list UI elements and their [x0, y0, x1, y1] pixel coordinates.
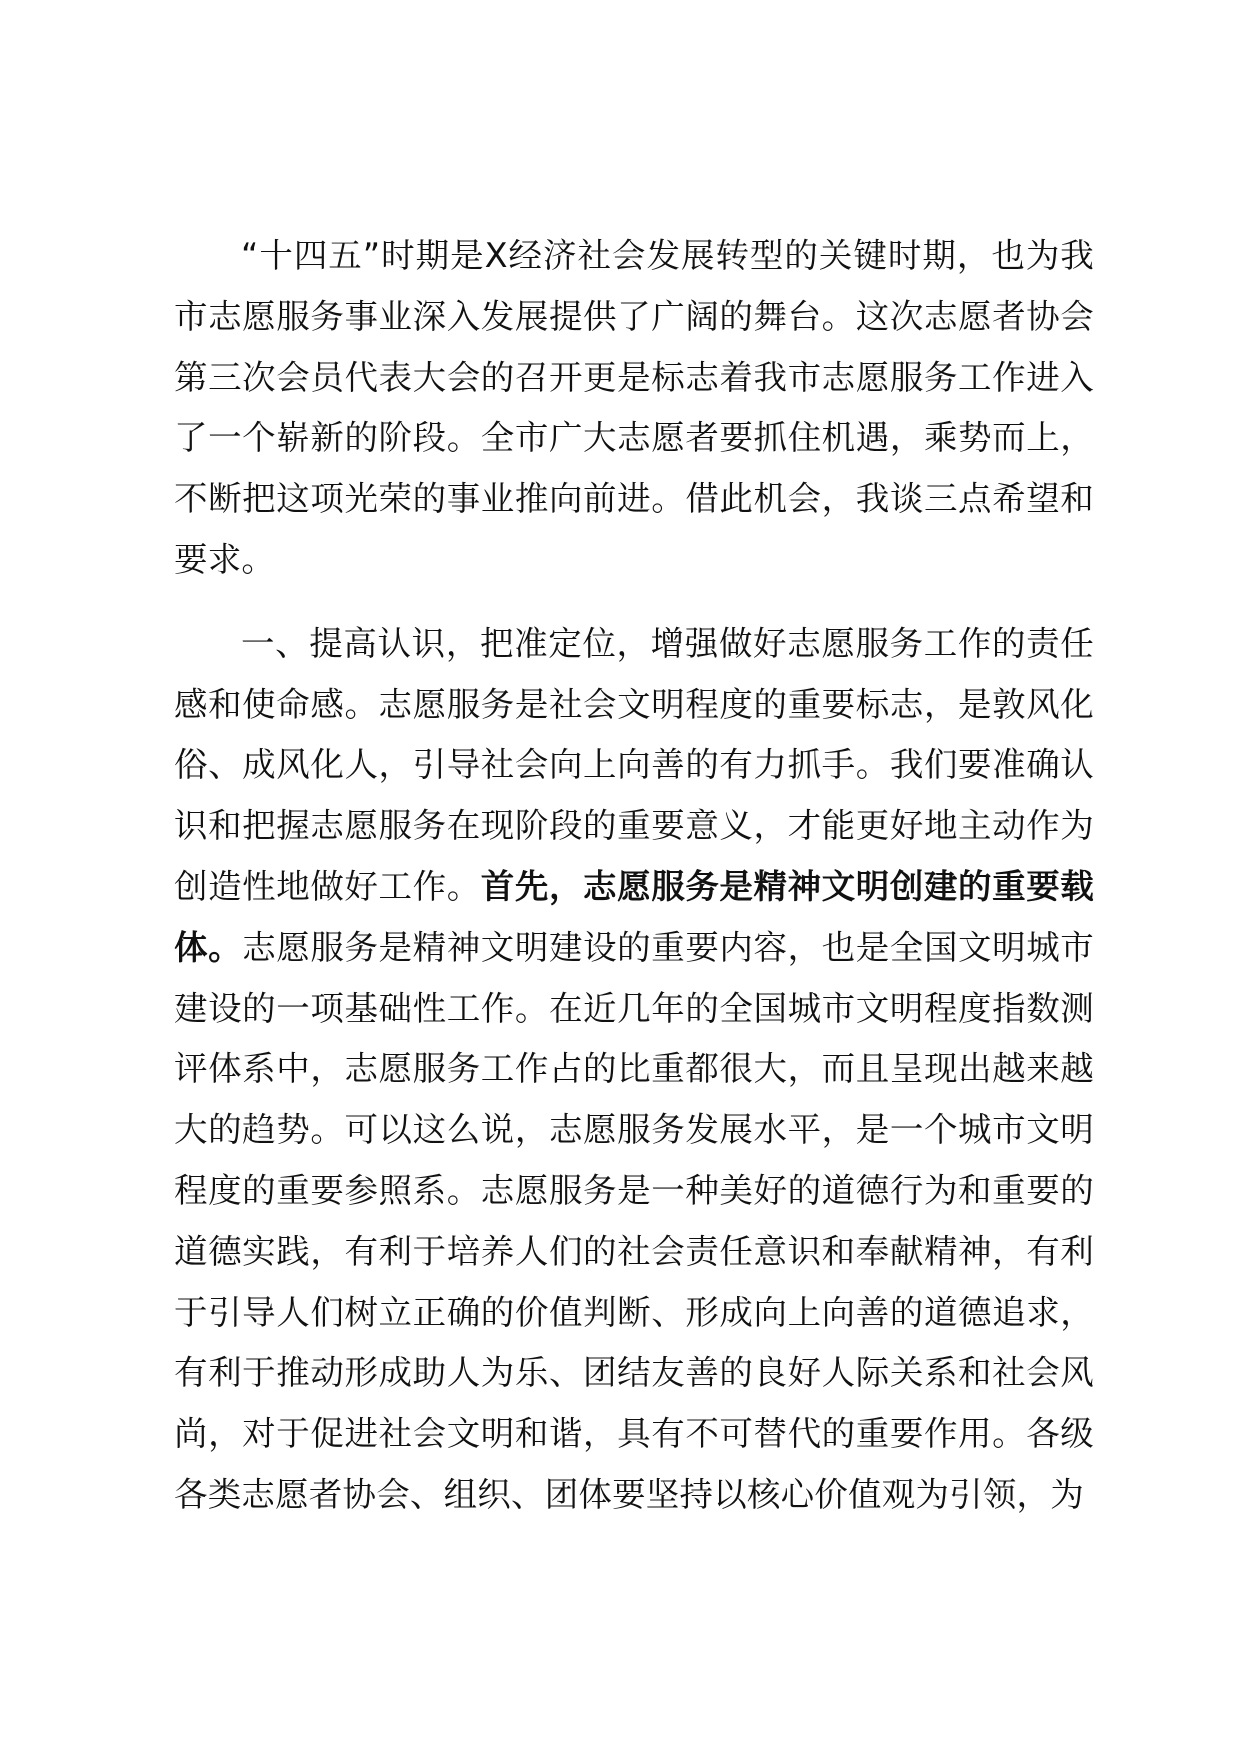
emphasis-text: 首先，志愿服务是精神文明创建的重要载体。	[174, 866, 1094, 967]
section-continuation: 志愿服务是精神文明建设的重要内容，也是全国文明城市建设的一项基础性工作。在近几年的全国城市文明程度指数测评体系中，志愿服务工作占的比重都很大，而且呈现出越来越大的趋势。可以这么说，志愿服务发展水平，是一个城市文明程度的重要参照系。志愿服务是一种美好的道德行为和重要的道德实践，有利于培养人们的社会责任意识和奉献精神，有利于引导人们树立正确的价值判断、形成向上向善的道德追求，有利于推动形成助人为乐、团结友善的良好人际关系和社会风尚，对于促进社会文明和谐，具有不可替代的重要作用。各级各类志愿者协会、组织、团体要坚持以核心价值观为引领，为	[174, 927, 1095, 1514]
document-page	[174, 226, 1094, 1526]
section-text: 志愿服务是社会文明程度的重要标志，是敦风化俗、成风化人，引导社会向上向善的有力抓手。我们要准确认识和把握志愿服务在现阶段的重要意义，才能更好地主动作为创造性地做好工作。	[174, 684, 1094, 906]
paragraph-intro: “十四五”时期是X经济社会发展转型的关键时期，也为我市志愿服务事业深入发展提供了广阔的舞台。这次志愿者协会第三次会员代表大会的召开更是标志着我市志愿服务工作进入了一个崭新的阶段。全市广大志愿者要抓住机遇，乘势而上，不断把这项光荣的事业推向前进。借此机会，我谈三点希望和要求。	[174, 236, 1094, 579]
section-heading: 一、提高认识，把准定位，增强做好志愿服务工作的责任感和使命感。	[174, 623, 1094, 724]
paragraph-section-one	[174, 614, 1094, 1526]
